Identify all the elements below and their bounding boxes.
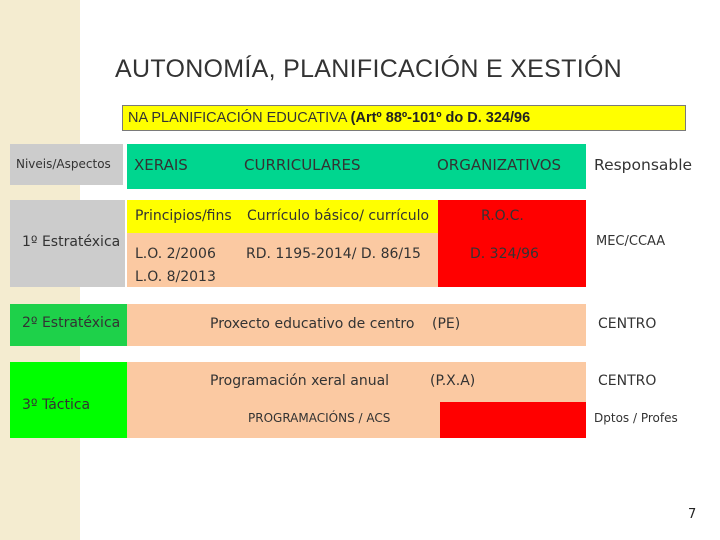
row1-organizational-law: D. 324/96 (470, 246, 539, 262)
row3-content: Programación xeral anual (210, 373, 390, 389)
row3-abbr: (P.X.A) (430, 373, 476, 389)
row2-label: 2º Estratéxica (22, 315, 121, 331)
row1-organizational-label: R.O.C. (481, 208, 524, 224)
row3-sub-responsible: Dptos / Profes (594, 411, 678, 425)
row1-curricular-law: RD. 1195-2014/ D. 86/15 (246, 246, 421, 262)
row1-general-label: Principios/fins (135, 208, 232, 224)
header-responsible-label: Responsable (594, 156, 693, 174)
row1-responsible: MEC/CCAA (596, 234, 666, 249)
row1-general-law-2: L.O. 8/2013 (135, 269, 216, 285)
row2-responsible: CENTRO (598, 316, 657, 332)
row3-sub-content: PROGRAMACIÓNS / ACS (248, 411, 391, 425)
page-number: 7 (688, 507, 697, 522)
subtitle-legal-reference: (Artº 88º-101º do D. 324/96 (350, 110, 531, 126)
header-aspects-label: Niveis/Aspectos (16, 157, 111, 171)
row2-abbr: (PE) (432, 316, 461, 332)
row1-general-law-1: L.O. 2/2006 (135, 246, 216, 262)
row1-label: 1º Estratéxica (22, 234, 121, 250)
row1-curricular-label: Currículo básico/ currículo (247, 208, 430, 224)
header-curricular-label: CURRICULARES (244, 156, 361, 174)
row2-content: Proxecto educativo de centro (210, 316, 415, 332)
subtitle-text: NA PLANIFICACIÓN EDUCATIVA (128, 110, 347, 126)
header-organizational-label: ORGANIZATIVOS (437, 156, 562, 174)
row3-label: 3º Táctica (22, 397, 91, 413)
slide-title: AUTONOMÍA, PLANIFICACIÓN E XESTIÓN (115, 55, 623, 83)
row3-responsible: CENTRO (598, 373, 657, 389)
subtitle-banner (122, 105, 686, 131)
row3-sub-red-band (440, 402, 586, 438)
header-general-label: XERAIS (134, 156, 188, 174)
